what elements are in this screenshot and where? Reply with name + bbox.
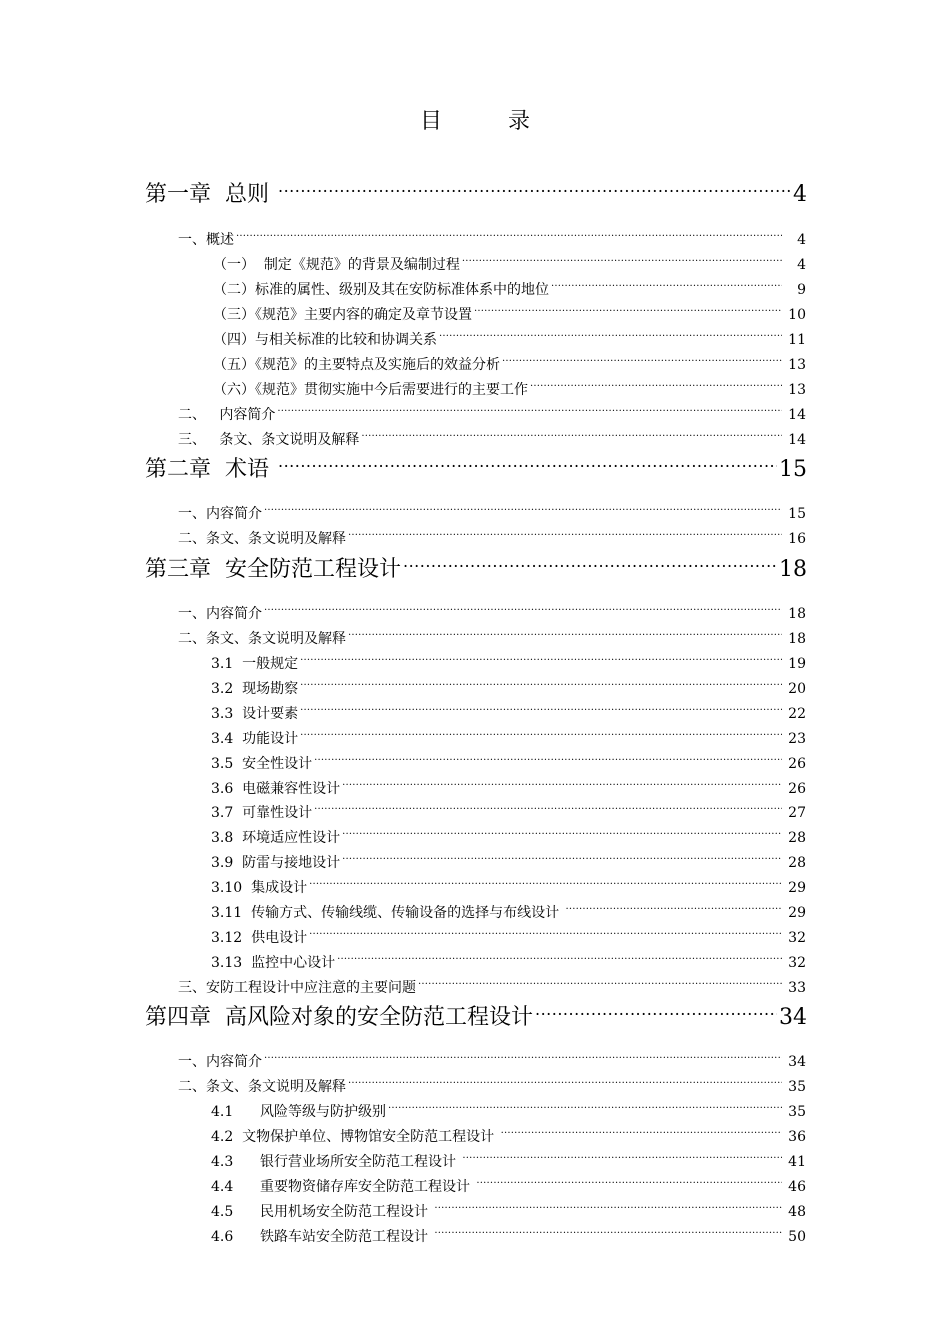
toc-label: 3.6 电磁兼容性设计 <box>211 781 341 797</box>
toc-entry[interactable] <box>178 228 806 248</box>
toc-entry[interactable] <box>211 752 806 772</box>
toc-page-number: 29 <box>788 880 806 896</box>
dot-leader <box>434 1225 782 1241</box>
toc-page-number: 20 <box>788 681 806 697</box>
toc-label: 第三章 安全防范工程设计 <box>145 557 401 582</box>
toc-label: 3.11 传输方式、传输线缆、传输设备的选择与布线设计 <box>211 905 564 921</box>
toc-entry[interactable] <box>178 976 806 996</box>
toc-label: 第二章 术语 <box>145 457 276 482</box>
toc-page-number: 23 <box>788 731 806 747</box>
dot-leader <box>309 926 782 942</box>
toc-entry[interactable] <box>211 1200 806 1220</box>
toc-page-number: 4 <box>793 182 807 207</box>
toc-page-number: 13 <box>788 382 806 398</box>
toc-page-number: 29 <box>788 905 806 921</box>
toc-entry[interactable] <box>213 378 806 398</box>
toc-label: 3.13 监控中心设计 <box>211 955 336 971</box>
toc-label: 3.3 设计要素 <box>211 706 299 722</box>
toc-page-number: 27 <box>788 805 806 821</box>
toc-entry[interactable] <box>211 1100 806 1120</box>
toc-page-number: 22 <box>788 706 806 722</box>
dot-leader <box>348 627 782 643</box>
toc-entry[interactable] <box>213 353 806 373</box>
toc-entry[interactable] <box>211 702 806 722</box>
toc-page-number: 35 <box>788 1104 806 1120</box>
toc-entry[interactable] <box>213 328 806 348</box>
toc-label: 3.12 供电设计 <box>211 930 308 946</box>
toc-label: 3.10 集成设计 <box>211 880 308 896</box>
toc-entry[interactable] <box>211 876 806 896</box>
dot-leader <box>462 1150 782 1166</box>
toc-label: 一、内容简介 <box>178 506 262 522</box>
toc-chapter-4[interactable] <box>145 1002 807 1030</box>
toc-entry[interactable] <box>213 253 806 273</box>
toc-entry[interactable] <box>178 403 806 423</box>
dot-leader <box>342 851 782 867</box>
dot-leader <box>300 677 782 693</box>
dot-leader <box>300 652 782 668</box>
toc-entry[interactable] <box>178 627 806 647</box>
toc-label: 4.2 文物保护单位、博物馆安全防范工程设计 <box>211 1129 499 1145</box>
toc-page-number: 13 <box>788 357 806 373</box>
toc-page-number: 16 <box>788 531 806 547</box>
toc-label: （一） 制定《规范》的背景及编制过程 <box>213 257 460 273</box>
toc-entry[interactable] <box>211 801 806 821</box>
toc-page-number: 32 <box>788 955 806 971</box>
toc-entry[interactable] <box>213 278 806 298</box>
dot-leader <box>530 378 782 394</box>
toc-page-number: 11 <box>788 332 806 348</box>
toc-page-number: 48 <box>788 1204 806 1220</box>
toc-entry[interactable] <box>211 652 806 672</box>
toc-chapter-2[interactable] <box>145 454 807 482</box>
toc-entry[interactable] <box>211 727 806 747</box>
toc-label: 一、内容简介 <box>178 1054 262 1070</box>
toc-entry[interactable] <box>178 428 806 448</box>
dot-leader <box>277 403 782 419</box>
toc-entry[interactable] <box>178 1075 806 1095</box>
toc-label: 3.9 防雷与接地设计 <box>211 855 341 871</box>
toc-entry[interactable] <box>211 1125 806 1145</box>
toc-page-number: 46 <box>788 1179 806 1195</box>
toc-page-number: 34 <box>788 1054 806 1070</box>
toc-page-number: 15 <box>779 457 807 482</box>
toc-label: 3.1 一般规定 <box>211 656 299 672</box>
toc-chapter-1[interactable] <box>145 179 807 207</box>
toc-entry[interactable] <box>178 1050 806 1070</box>
toc-entry[interactable] <box>211 1175 806 1195</box>
dot-leader <box>278 179 791 201</box>
dot-leader <box>551 278 782 294</box>
toc-entry[interactable] <box>178 502 806 522</box>
dot-leader <box>264 602 782 618</box>
dot-leader <box>314 752 782 768</box>
dot-leader <box>502 353 782 369</box>
toc-page-number: 26 <box>788 756 806 772</box>
toc-entry[interactable] <box>213 303 806 323</box>
toc-label: 一、概述 <box>178 232 234 248</box>
dot-leader <box>476 1175 782 1191</box>
toc-entry[interactable] <box>211 901 806 921</box>
toc-page-number: 36 <box>788 1129 806 1145</box>
dot-leader <box>300 727 782 743</box>
toc-page-number: 50 <box>788 1229 806 1245</box>
toc-entry[interactable] <box>211 926 806 946</box>
toc-page-number: 18 <box>779 557 807 582</box>
toc-label: 二、 内容简介 <box>178 407 276 423</box>
toc-label: （四）与相关标准的比较和协调关系 <box>213 332 437 348</box>
toc-page-number: 10 <box>788 307 806 323</box>
toc-entry[interactable] <box>211 1225 806 1245</box>
toc-label: 3.7 可靠性设计 <box>211 805 313 821</box>
dot-leader <box>342 826 782 842</box>
toc-label: （二）标准的属性、级别及其在安防标准体系中的地位 <box>213 282 549 298</box>
toc-label: 第四章 高风险对象的安全防范工程设计 <box>145 1005 533 1030</box>
toc-label: 3.4 功能设计 <box>211 731 299 747</box>
toc-label: 二、条文、条文说明及解释 <box>178 1079 346 1095</box>
dot-leader <box>439 328 782 344</box>
dot-leader <box>337 951 782 967</box>
toc-label: 4.4 重要物资储存库安全防范工程设计 <box>211 1179 475 1195</box>
toc-page-number: 33 <box>788 980 806 996</box>
toc-page-number: 4 <box>797 232 806 248</box>
toc-page-number: 28 <box>788 855 806 871</box>
toc-page-number: 19 <box>788 656 806 672</box>
toc-label: 3.8 环境适应性设计 <box>211 830 341 846</box>
dot-leader <box>462 253 782 269</box>
toc-label: （六）《规范》贯彻实施中今后需要进行的主要工作 <box>213 382 528 398</box>
toc-label: （三）《规范》主要内容的确定及章节设置 <box>213 307 472 323</box>
dot-leader <box>434 1200 782 1216</box>
toc-label: 一、内容简介 <box>178 606 262 622</box>
dot-leader <box>388 1100 782 1116</box>
dot-leader <box>535 1002 777 1024</box>
dot-leader <box>403 554 777 576</box>
toc-entry[interactable] <box>211 1150 806 1170</box>
toc-entry[interactable] <box>211 851 806 871</box>
toc-page-number: 9 <box>797 282 806 298</box>
toc-page-number: 4 <box>797 257 806 273</box>
toc-label: 4.3 银行营业场所安全防范工程设计 <box>211 1154 461 1170</box>
toc-label: 4.1 风险等级与防护级别 <box>211 1104 386 1120</box>
toc-label: 3.2 现场勘察 <box>211 681 299 697</box>
dot-leader <box>278 454 777 476</box>
toc-page-number: 14 <box>788 432 806 448</box>
toc-page-number: 18 <box>788 631 806 647</box>
dot-leader <box>236 228 782 244</box>
dot-leader <box>300 702 782 718</box>
toc-label: 三、 条文、条文说明及解释 <box>178 432 360 448</box>
toc-page-number: 18 <box>788 606 806 622</box>
toc-entry[interactable] <box>211 826 806 846</box>
toc-entry[interactable] <box>211 951 806 971</box>
dot-leader <box>348 527 782 543</box>
toc-entry[interactable] <box>178 527 806 547</box>
dot-leader <box>501 1125 782 1141</box>
dot-leader <box>361 428 782 444</box>
toc-label: 第一章 总则 <box>145 182 276 207</box>
dot-leader <box>314 801 782 817</box>
dot-leader <box>309 876 782 892</box>
dot-leader <box>474 303 782 319</box>
toc-page-number: 15 <box>788 506 806 522</box>
toc-label: 二、条文、条文说明及解释 <box>178 631 346 647</box>
toc-page-number: 32 <box>788 930 806 946</box>
page-title: 目 录 <box>419 109 552 134</box>
toc-label: 4.6 铁路车站安全防范工程设计 <box>211 1229 433 1245</box>
dot-leader <box>418 976 782 992</box>
toc-page-number: 28 <box>788 830 806 846</box>
dot-leader <box>348 1075 782 1091</box>
toc-entry[interactable] <box>178 602 806 622</box>
toc-label: （五）《规范》的主要特点及实施后的效益分析 <box>213 357 500 373</box>
toc-entry[interactable] <box>211 777 806 797</box>
toc-entry[interactable] <box>211 677 806 697</box>
toc-page-number: 35 <box>788 1079 806 1095</box>
toc-chapter-3[interactable] <box>145 554 807 582</box>
toc-page-number: 14 <box>788 407 806 423</box>
toc-page-number: 26 <box>788 781 806 797</box>
dot-leader <box>264 1050 782 1066</box>
dot-leader <box>566 901 782 917</box>
toc-page-number: 34 <box>779 1005 807 1030</box>
dot-leader <box>342 777 782 793</box>
toc-page-number: 41 <box>788 1154 806 1170</box>
dot-leader <box>264 502 782 518</box>
toc-label: 三、安防工程设计中应注意的主要问题 <box>178 980 416 996</box>
toc-label: 4.5 民用机场安全防范工程设计 <box>211 1204 433 1220</box>
toc-label: 3.5 安全性设计 <box>211 756 313 772</box>
toc-label: 二、条文、条文说明及解释 <box>178 531 346 547</box>
